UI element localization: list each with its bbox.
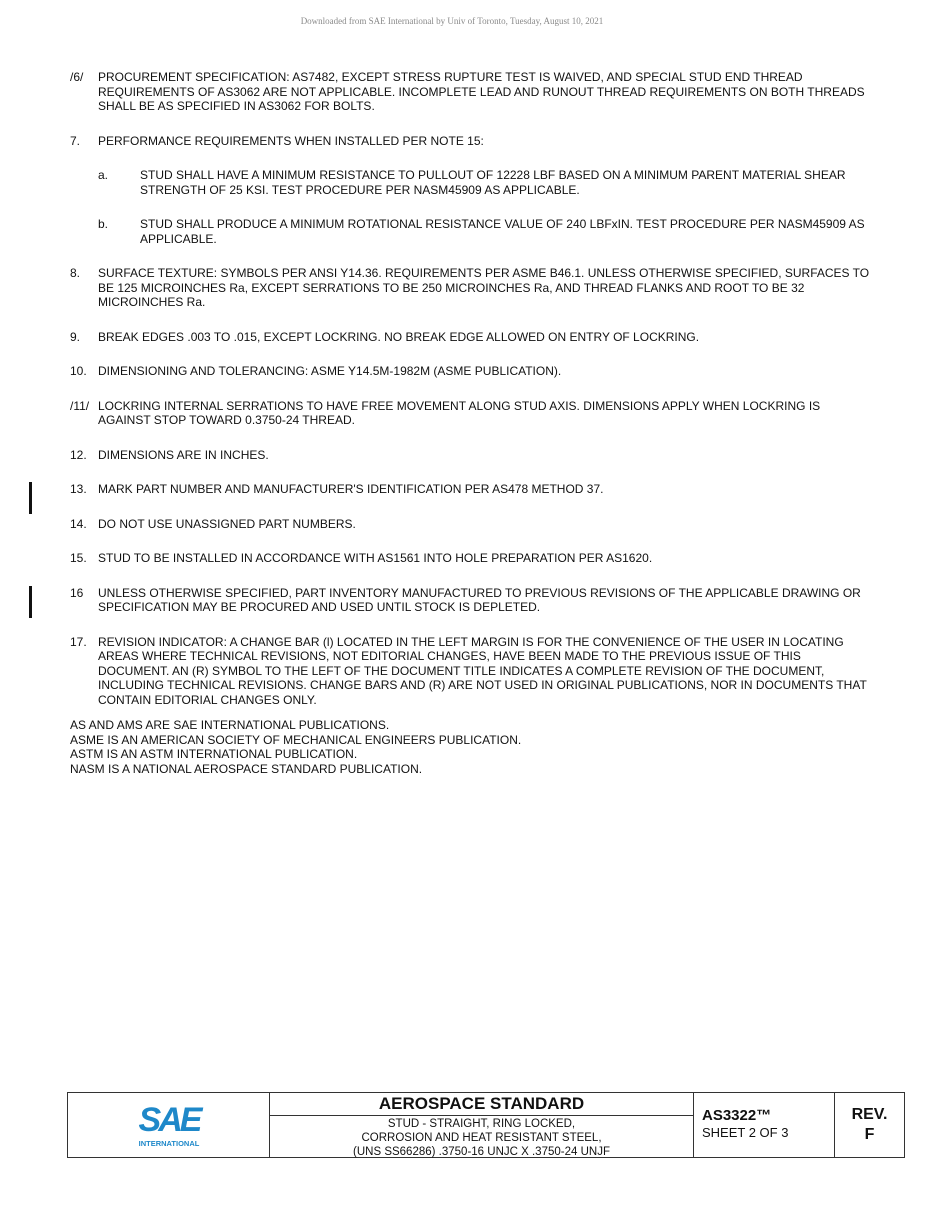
note-number: 9. (70, 329, 81, 344)
note-6 (70, 70, 870, 114)
document-description (270, 1116, 693, 1159)
title-block (67, 1092, 905, 1158)
note-text: STUD TO BE INSTALLED IN ACCORDANCE WITH AS1561 INTO HOLE PREPARATION PER AS1620. (98, 551, 653, 565)
note-15 (70, 551, 870, 566)
note-number: 7. (70, 133, 81, 148)
publications-list (70, 718, 521, 776)
note-7b (98, 217, 870, 246)
download-notice: Downloaded from SAE International by Univ of Toronto, Tuesday, August 10, 2021 (300, 16, 604, 26)
sae-logo (68, 1093, 270, 1157)
note-number: 14. (70, 516, 87, 531)
subnote-text: STUD SHALL HAVE A MINIMUM RESISTANCE TO PULLOUT OF 12228 LBF BASED ON A MINIMUM PARENT MATERIAL SHEAR STRENGTH OF 25 KSI. TEST PROCEDURE PER NASM45909 AS APPLICABLE. (140, 168, 846, 197)
description-line: (UNS SS66286) .3750-16 UNJC X .3750-24 UNJF (353, 1146, 610, 1158)
logo-subtext: INTERNATIONAL (138, 1139, 199, 1148)
note-text: UNLESS OTHERWISE SPECIFIED, PART INVENTORY MANUFACTURED TO PREVIOUS REVISIONS OF THE APPLICABLE DRAWING OR SPECIFICATION MAY BE PROCURED AND USED UNTIL STOCK IS DEPLETED. (98, 585, 861, 614)
description-line: STUD - STRAIGHT, RING LOCKED, (387, 1118, 576, 1130)
note-text: REVISION INDICATOR: A CHANGE BAR (l) LOCATED IN THE LEFT MARGIN IS FOR THE CONVENIENCE OF THE USER IN LOCATING AREAS WHERE TECHNICAL REVISIONS, NOT EDITORIAL CHANGES, HAVE BEEN MADE TO THE PREVIOUS ISSUE OF THIS DOCUMENT. AN (R) SYMBOL TO THE LEFT OF THE DOCUMENT TITLE INDICATES A COMPLETE REVISION OF THE DOCUMENT, INCLUDING TECHNICAL REVISIONS. CHANGE BARS AND (R) ARE NOT USED IN ORIGINAL PUBLICATIONS, NOR IN DOCUMENTS THAT CONTAIN EDITORIAL CHANGES ONLY. (98, 634, 867, 707)
note-12 (70, 448, 870, 463)
logo-text: SAE (138, 1101, 199, 1139)
note-text: DIMENSIONING AND TOLERANCING: ASME Y14.5M-1982M (ASME PUBLICATION). (98, 364, 562, 378)
change-bar (29, 586, 32, 618)
revision (835, 1093, 904, 1157)
note-number: 17. (70, 634, 87, 649)
note-7a (98, 168, 870, 197)
note-10 (70, 364, 870, 379)
note-number: 8. (70, 266, 81, 280)
revision-label: REV. (851, 1106, 888, 1123)
note-11 (70, 399, 870, 428)
note-8 (70, 266, 870, 310)
publication-line: ASTM IS AN ASTM INTERNATIONAL PUBLICATION. (70, 747, 358, 761)
document-number: AS3322™ (702, 1107, 772, 1124)
subnote-text: STUD SHALL PRODUCE A MINIMUM ROTATIONAL RESISTANCE VALUE OF 240 LBFxIN. TEST PROCEDURE PER NASM45909 AS APPLICABLE. (140, 217, 865, 246)
sheet-number: SHEET 2 OF 3 (702, 1125, 789, 1140)
publication-line: ASME IS AN AMERICAN SOCIETY OF MECHANICAL ENGINEERS PUBLICATION. (70, 732, 522, 747)
note-number: 10. (70, 364, 87, 378)
note-number: 13. (70, 482, 87, 496)
note-text: DO NOT USE UNASSIGNED PART NUMBERS. (98, 516, 356, 531)
note-7-subitems (98, 168, 870, 246)
change-bar (29, 482, 32, 514)
subnote-letter: b. (98, 217, 109, 231)
note-text: PERFORMANCE REQUIREMENTS WHEN INSTALLED PER NOTE 15: (98, 133, 484, 148)
note-text: LOCKRING INTERNAL SERRATIONS TO HAVE FREE MOVEMENT ALONG STUD AXIS. DIMENSIONS APPLY WHEN LOCKRING IS AGAINST STOP TOWARD 0.3750-24 THREAD. (98, 398, 821, 427)
note-9 (70, 330, 870, 345)
sae-logo-icon (129, 1099, 209, 1151)
publication-line: NASM IS A NATIONAL AEROSPACE STANDARD PUBLICATION. (70, 761, 423, 776)
note-7 (70, 134, 870, 247)
note-text: DIMENSIONS ARE IN INCHES. (98, 447, 269, 462)
publication-line: AS AND AMS ARE SAE INTERNATIONAL PUBLICATIONS. (70, 718, 390, 732)
note-number: 15. (70, 551, 87, 565)
note-text: PROCUREMENT SPECIFICATION: AS7482, EXCEPT STRESS RUPTURE TEST IS WAIVED, AND SPECIAL STUD END THREAD REQUIREMENTS OF AS3062 ARE NOT APPLICABLE. INCOMPLETE LEAD AND RUNOUT THREAD REQUIREMENTS ON BOTH THREADS SHALL BE AS SPECIFIED IN AS3062 FOR BOLTS. (98, 70, 865, 113)
notes-list (70, 70, 870, 727)
note-number: 16 (70, 585, 84, 600)
description-line: CORROSION AND HEAT RESISTANT STEEL, (361, 1132, 602, 1144)
note-14 (70, 517, 870, 532)
note-number: /11/ (70, 398, 90, 413)
note-number: 12. (70, 447, 87, 462)
document-id (694, 1093, 835, 1157)
title-center (270, 1093, 694, 1157)
standard-type: AEROSPACE STANDARD (270, 1093, 693, 1116)
subnote-letter: a. (98, 168, 109, 182)
note-13 (70, 482, 870, 497)
note-number: /6/ (70, 70, 84, 84)
revision-value: F (864, 1126, 875, 1143)
note-text: BREAK EDGES .003 TO .015, EXCEPT LOCKRING. NO BREAK EDGE ALLOWED ON ENTRY OF LOCKRING. (98, 329, 700, 344)
note-16 (70, 586, 870, 615)
note-17 (70, 635, 870, 708)
note-text: SURFACE TEXTURE: SYMBOLS PER ANSI Y14.36. REQUIREMENTS PER ASME B46.1. UNLESS OTHERWISE SPECIFIED, SURFACES TO BE 125 MICROINCHES Ra, EXCEPT SERRATIONS TO BE 250 MICROINCHES Ra, AND THREAD FLANKS AND ROOT TO BE 32 MICROINCHES Ra. (98, 266, 870, 309)
note-text: MARK PART NUMBER AND MANUFACTURER'S IDENTIFICATION PER AS478 METHOD 37. (98, 482, 604, 496)
